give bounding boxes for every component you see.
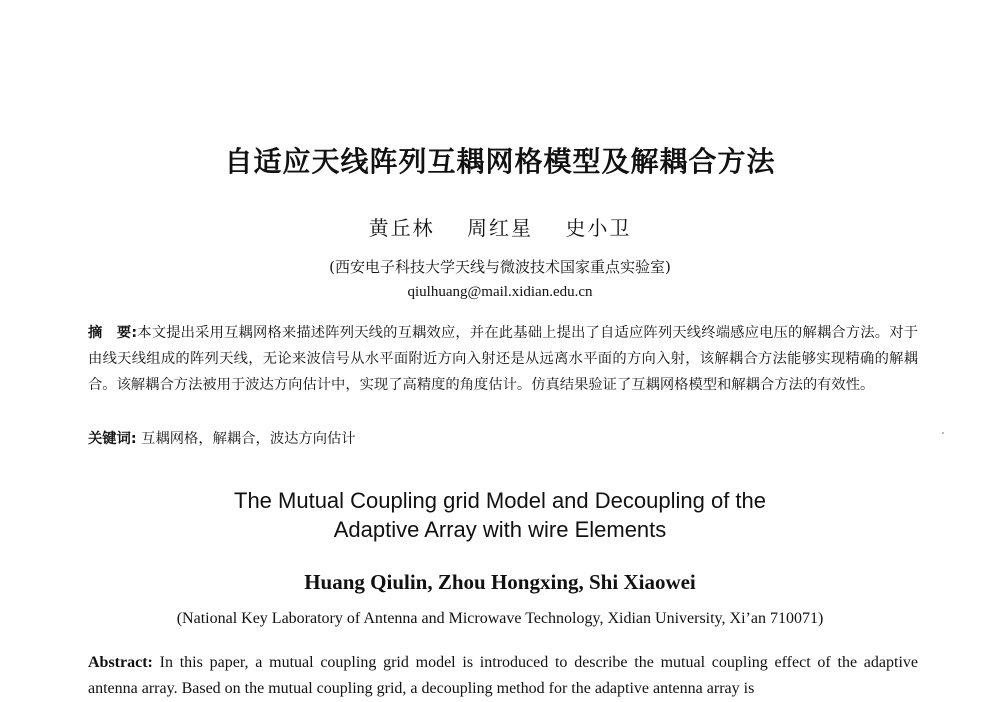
author-zh: 史小卫 [565, 216, 632, 240]
affiliation-zh: (西安电子科技大学天线与微波技术国家重点实验室) [329, 258, 671, 276]
abstract-zh [88, 320, 918, 398]
keywords-zh-label: 关键词: [88, 431, 137, 447]
scan-speck [942, 432, 944, 434]
authors-en: Huang Qiulin, Zhou Hongxing, Shi Xiaowei [304, 570, 696, 594]
paper-title-zh: 自适应天线阵列互耦网格模型及解耦合方法 [224, 145, 776, 178]
paper-title-en-line2: Adaptive Array with wire Elements [333, 517, 667, 542]
paper-title-en [0, 486, 1000, 544]
author-zh: 周红星 [467, 216, 533, 240]
abstract-en-label: Abstract: [88, 654, 153, 671]
paper-title-en-line1: The Mutual Coupling grid Model and Decoupling of the [234, 488, 766, 513]
abstract-en-text: In this paper, a mutual coupling grid model is introduced to describe the mutual coupling effect of the adaptive antenna array. Based on the mutual coupling grid, a decoupling method for the adaptive antenna array is [88, 654, 919, 697]
author-email: qiulhuang@mail.xidian.edu.cn [407, 284, 593, 300]
abstract-zh-label: 摘 要: [88, 325, 138, 341]
keywords-zh [88, 426, 918, 452]
affiliation-en: (National Key Laboratory of Antenna and Microwave Technology, Xidian University, Xi’an 710071) [176, 610, 824, 627]
authors-zh [0, 212, 1000, 241]
author-zh: 黄丘林 [368, 216, 435, 240]
keywords-zh-text: 互耦网格，解耦合，波达方向估计 [141, 431, 356, 447]
abstract-zh-text: 本文提出采用互耦网格来描述阵列天线的互耦效应，并在此基础上提出了自适应阵列天线终端感应电压的解耦合方法。对于由线天线组成的阵列天线，无论来波信号从水平面附近方向入射还是从远离水平面的方向入射，该解耦合方法能够实现精确的解耦合。该解耦合方法被用于波达方向估计中，实现了高精度的角度估计。仿真结果验证了互耦网格模型和解耦合方法的有效性。 [88, 325, 919, 393]
abstract-en [88, 650, 918, 702]
